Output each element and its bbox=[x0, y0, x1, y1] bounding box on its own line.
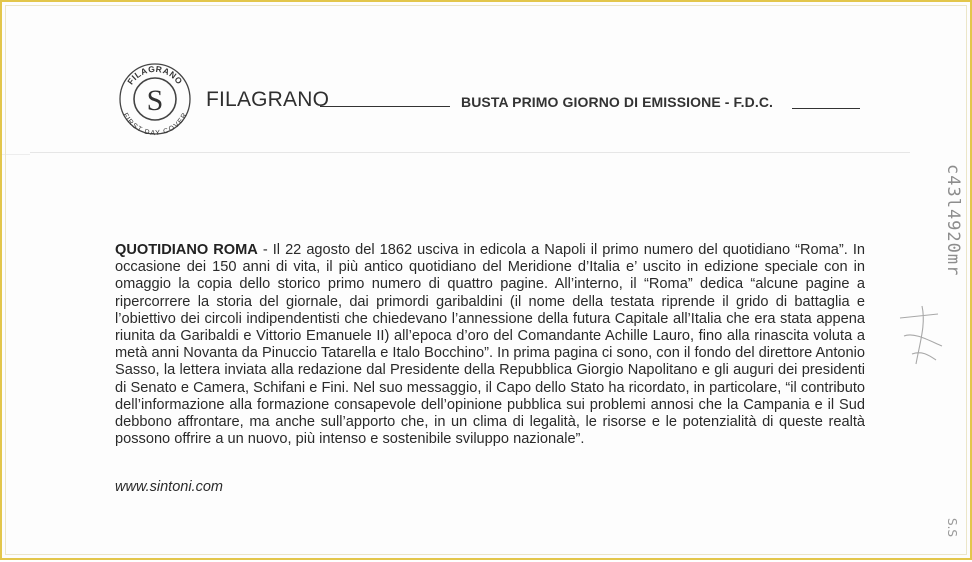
article-headline: QUOTIDIANO ROMA bbox=[115, 242, 258, 258]
brand-blank-line bbox=[320, 106, 450, 107]
filagrano-logo bbox=[118, 62, 192, 136]
article-body: - Il 22 agosto del 1862 usciva in edicola a Napoli il primo numero del quotidiano “Roma”. In occasione dei 150 anni di vita, il più antico quotidiano del Meridione d’Italia e’ uscito in edizione speciale con in omaggio la copia dello storico primo numero di quattro pagine. All’interno, il “Roma” dedica “alcune pagine a ripercorrere la storia del giornale, dai primordi garibaldini (il nome della testata riprende il grido di battaglia e l’obiettivo dei circoli indipendentisti che chiedevano l’annessione della futura Capitale all’Italia che era stata appena riunita da Garibaldi e Vittorio Emanuele II) all’epoca d’oro del Comandante Achille Lauro, fino alla rinascita voluta a metà anni Novanta da Pinuccio Tatarella e Italo Bocchino”. In prima pagina ci sono, con il fondo del direttore Antonio Sasso, la lettera inviata alla redazione dal Presidente della Repubblica Giorgio Napolitano e gli auguri dei presidenti di Senato e Camera, Schifani e Fini. Nel suo messaggio, il Capo dello Stato ha ricordato, in particolare, “il contributo dell’informazione alla formazione consapevole dell’opinione pubblica sui problemi annosi che la Campania e il Sud debbono affrontare, ma anche sull’apporto che, in un clima di legalità, le risorse e le potenzialità di queste realtà possono offrire a un nuovo, più intenso e sostenibile sviluppo nazionale”. bbox=[115, 242, 865, 448]
article-text bbox=[115, 242, 865, 448]
corner-note bbox=[940, 512, 970, 562]
envelope-flap-edge bbox=[2, 62, 30, 155]
fdc-blank-line bbox=[792, 108, 860, 109]
logo-ring-top-text: FILAGRANO bbox=[125, 63, 185, 87]
handwritten-code-text: c43l4920mr bbox=[943, 164, 963, 277]
logo-ring-bottom-text: FIRST DAY COVER bbox=[121, 112, 189, 136]
envelope-flap-fold bbox=[30, 152, 910, 153]
fdc-title: BUSTA PRIMO GIORNO DI EMISSIONE - F.D.C. bbox=[461, 94, 774, 110]
website-link[interactable]: www.sintoni.com bbox=[115, 479, 223, 495]
brand-name: FILAGRANO bbox=[206, 88, 330, 111]
corner-note-text: S.S bbox=[945, 518, 959, 538]
logo-monogram: S bbox=[146, 84, 164, 117]
pencil-scribble bbox=[892, 302, 952, 372]
